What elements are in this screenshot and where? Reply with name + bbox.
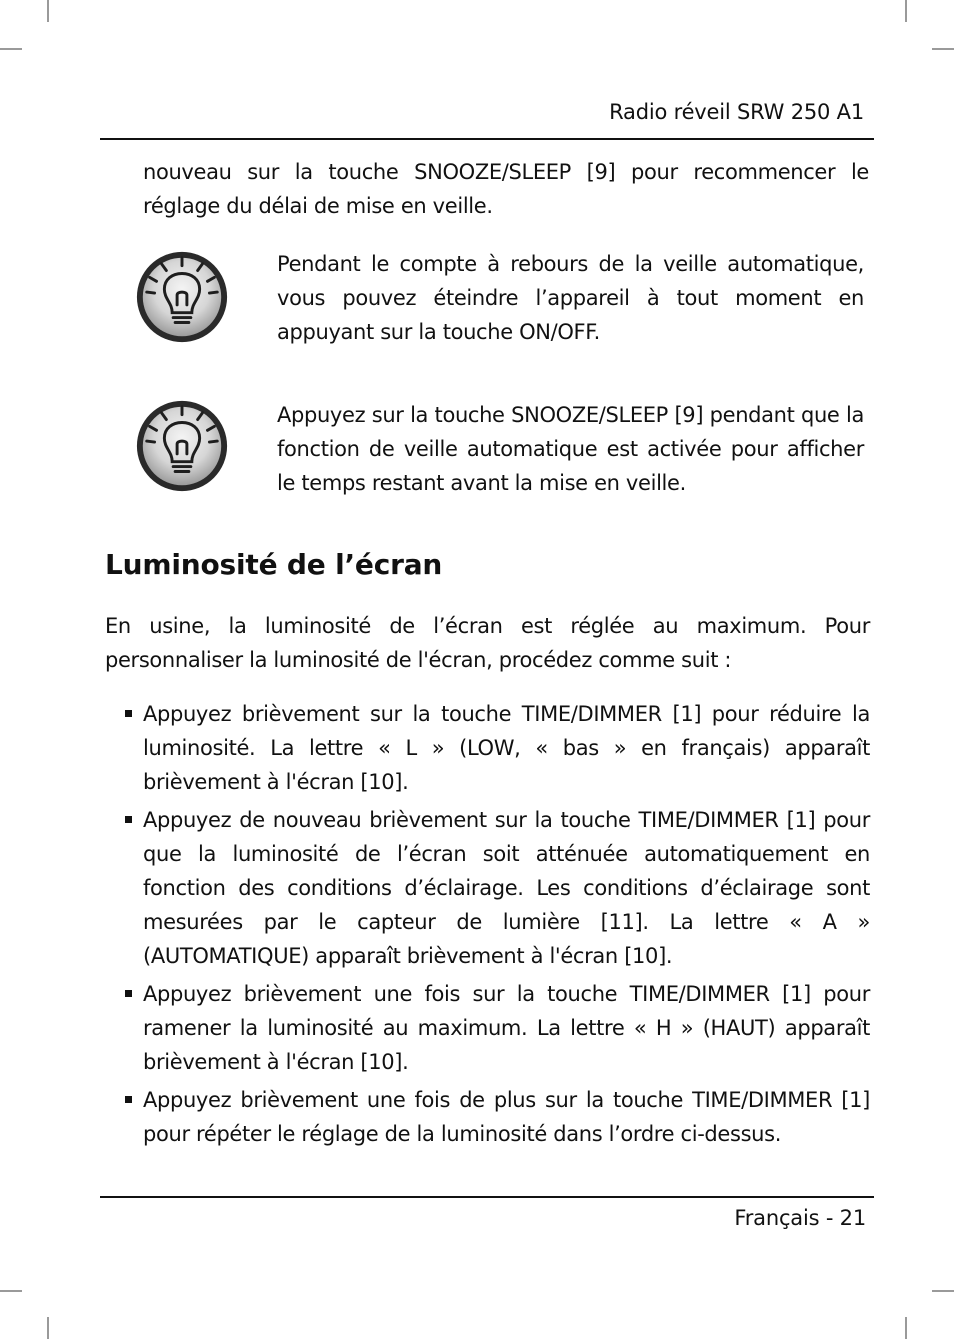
list-item-text: Appuyez de nouveau brièvement sur la touche TIME/DIMMER [1] pour que la luminosité de l’écran soit atténuée automatiquement en fonction des conditions d’éclairage. Les conditions d’éclairage sont mesurées par le capteur de lumière [11]. La lettre « A » (AUTOMATIQUE) apparaît brièvement à l'écran [10]. xyxy=(143,808,870,968)
tip-text: Appuyez sur la touche SNOOZE/SLEEP [9] pendant que la fonction de veille automatique est activée pour afficher le temps restant avant la mise en veille. xyxy=(277,403,864,495)
page-header-title: Radio réveil SRW 250 A1 xyxy=(609,100,864,124)
list-item xyxy=(105,697,870,799)
crop-mark xyxy=(932,1290,954,1292)
instruction-list xyxy=(105,697,870,1155)
section-title: Luminosité de l’écran xyxy=(105,548,443,581)
list-item xyxy=(105,1083,870,1151)
list-item-text: Appuyez brièvement sur la touche TIME/DIMMER [1] pour réduire la luminosité. La lettre « L » (LOW, « bas » en français) apparaît brièvement à l'écran [10]. xyxy=(143,702,870,794)
bullet-square-icon xyxy=(125,710,132,717)
crop-mark xyxy=(0,1290,22,1292)
list-item-text: Appuyez brièvement une fois de plus sur la touche TIME/DIMMER [1] pour répéter le réglage de la luminosité dans l’ordre ci-dessus. xyxy=(143,1088,870,1146)
crop-mark xyxy=(47,1317,49,1339)
crop-mark xyxy=(905,1317,907,1339)
crop-mark xyxy=(0,48,22,50)
bullet-square-icon xyxy=(125,1096,132,1103)
lightbulb-icon xyxy=(133,397,231,495)
list-item xyxy=(105,977,870,1079)
crop-mark xyxy=(47,0,49,22)
list-item-text: Appuyez brièvement une fois sur la touche TIME/DIMMER [1] pour ramener la luminosité au maximum. La lettre « H » (HAUT) apparaît brièvement à l'écran [10]. xyxy=(143,982,870,1074)
section-intro: En usine, la luminosité de l’écran est réglée au maximum. Pour personnaliser la luminosité de l'écran, procédez comme suit : xyxy=(105,614,870,672)
bullet-square-icon xyxy=(125,816,132,823)
crop-mark xyxy=(932,48,954,50)
intro-continuation: nouveau sur la touche SNOOZE/SLEEP [9] pour recommencer le réglage du délai de mise en veille. xyxy=(143,160,869,218)
bullet-square-icon xyxy=(125,990,132,997)
footer-rule xyxy=(100,1196,874,1198)
tip-text: Pendant le compte à rebours de la veille automatique, vous pouvez éteindre l’appareil à tout moment en appuyant sur la touche ON/OFF. xyxy=(277,252,864,344)
lightbulb-icon xyxy=(133,248,231,346)
list-item xyxy=(105,803,870,973)
crop-mark xyxy=(905,0,907,22)
header-rule xyxy=(100,138,874,140)
page-number: Français - 21 xyxy=(734,1206,866,1230)
